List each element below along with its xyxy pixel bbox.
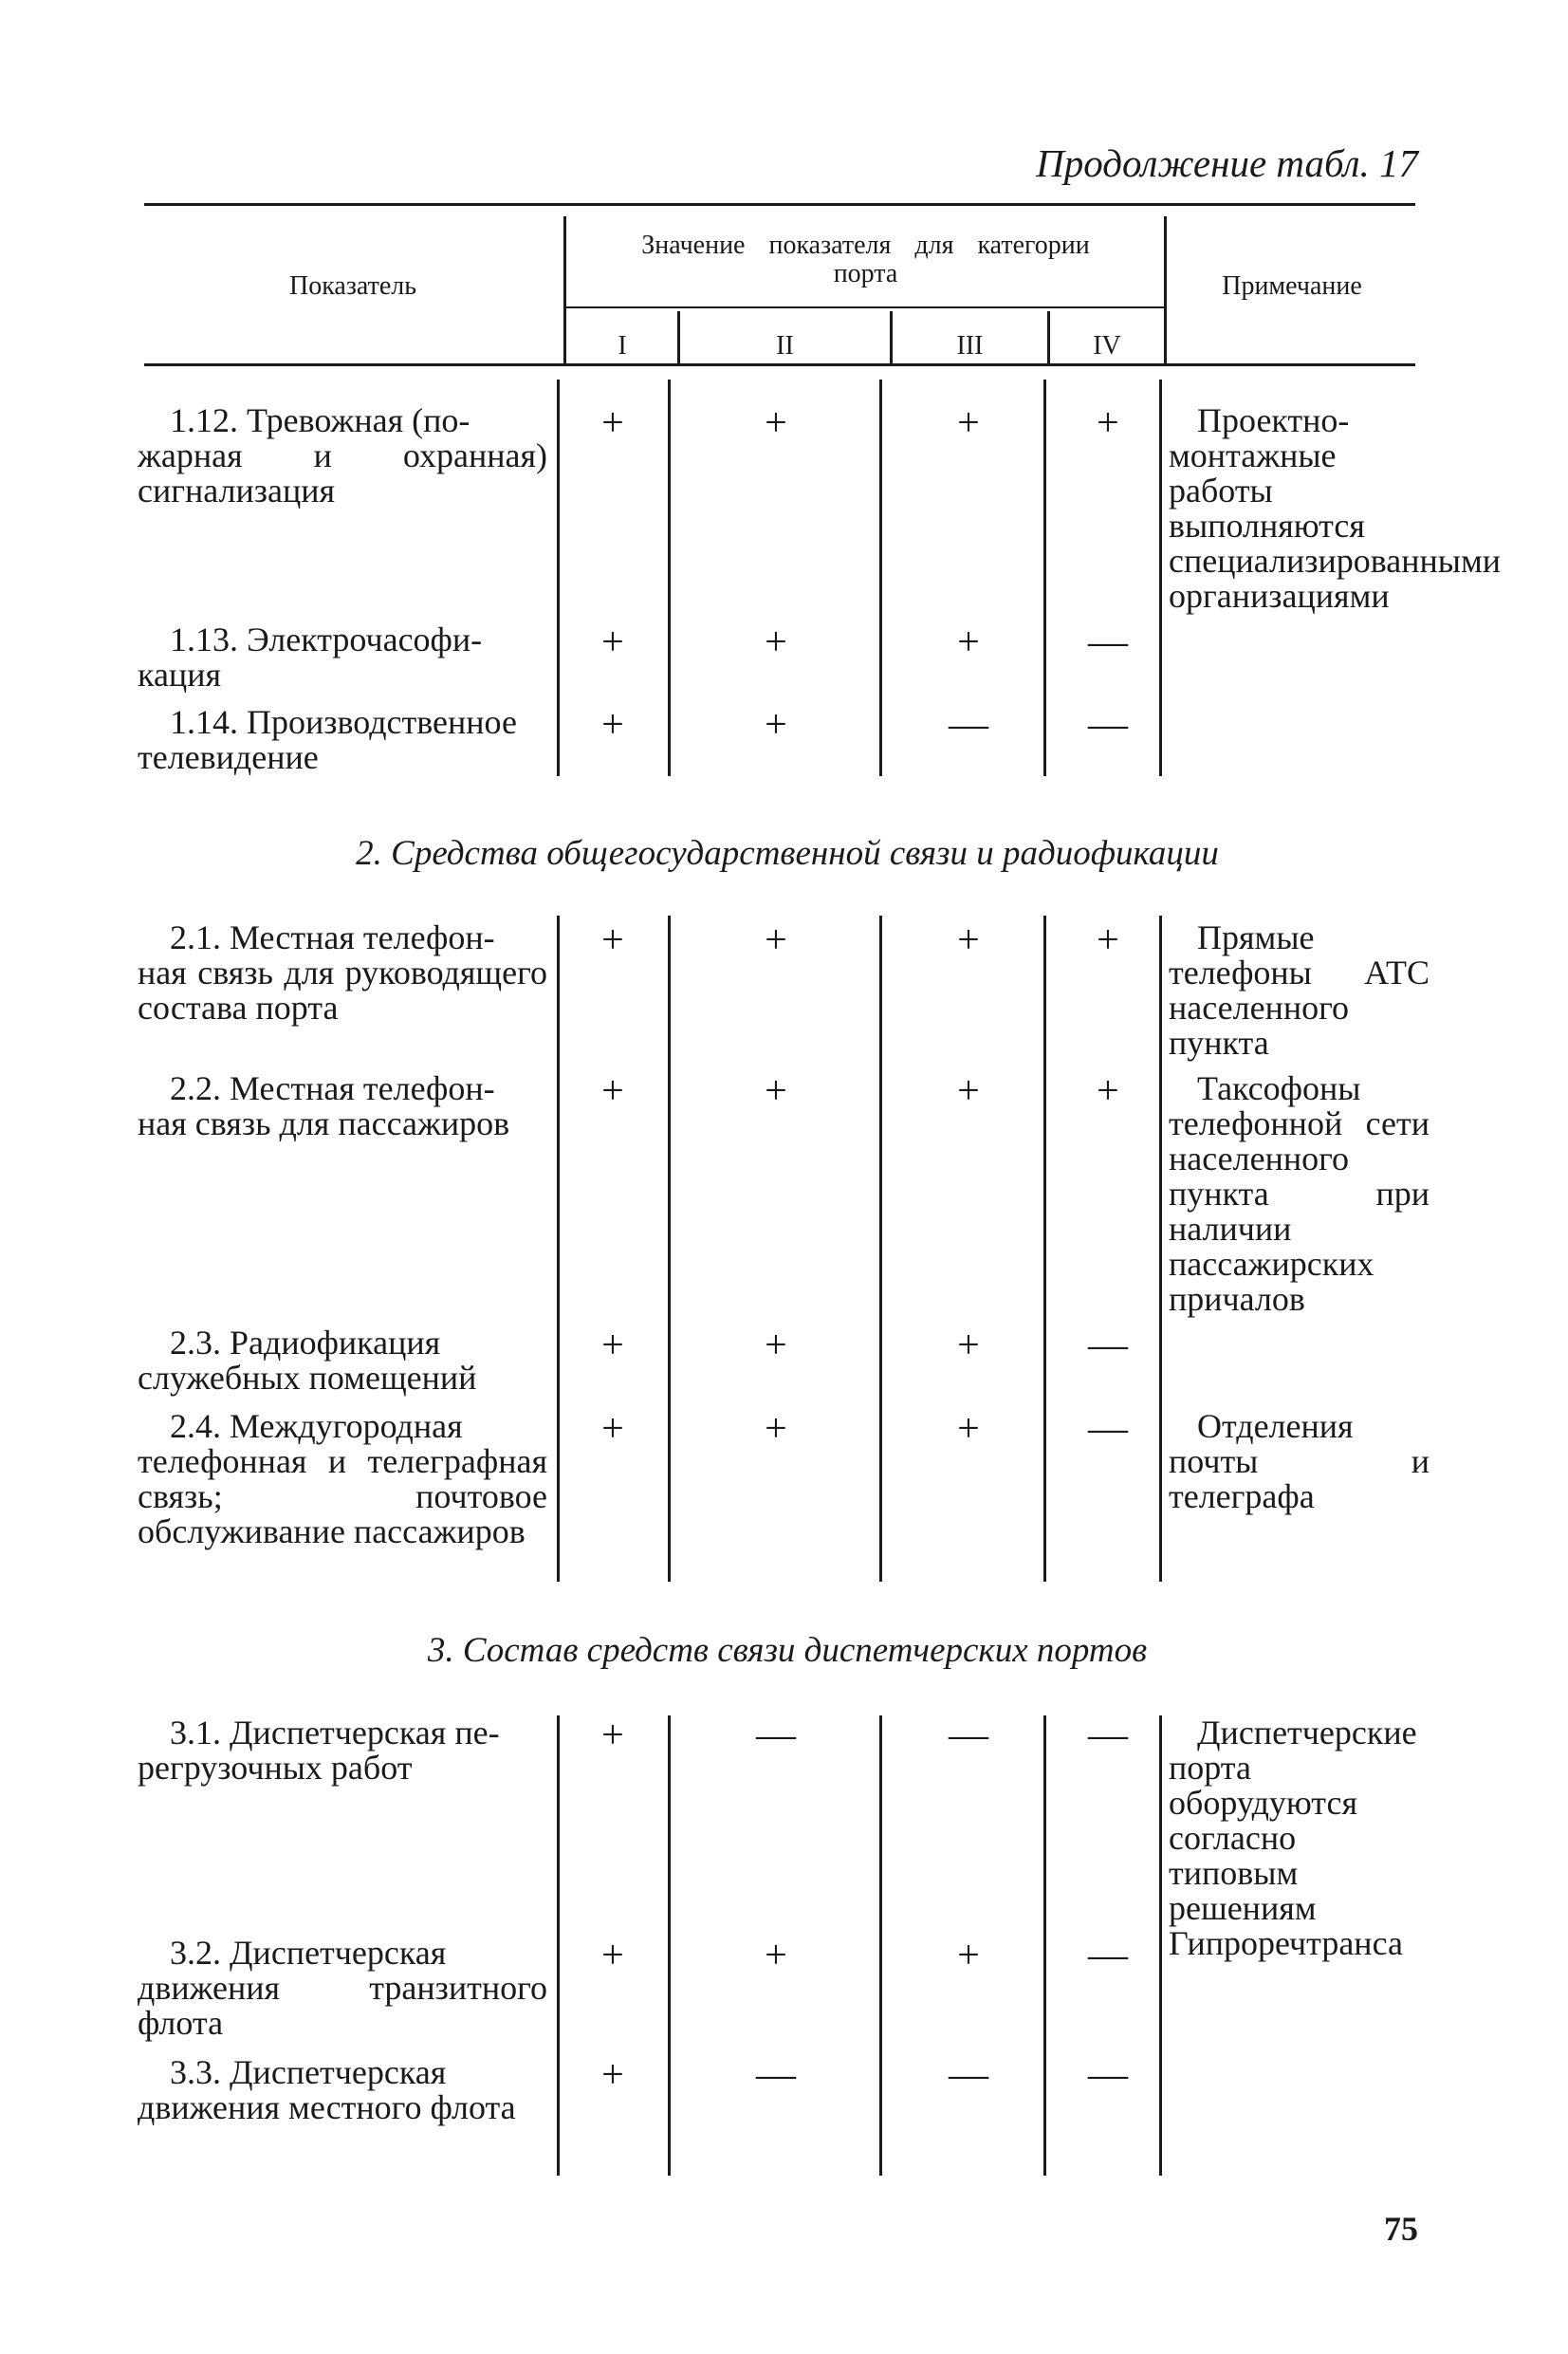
block3-vline-1 [557, 1715, 560, 2176]
mark-cat-1: + [601, 918, 624, 962]
table-top-rule [144, 203, 1415, 206]
block2-vline-5 [1159, 916, 1162, 1582]
table-row-indicator: 1.14. Производственное телевидение [138, 703, 517, 776]
mark-cat-4: + [1097, 1069, 1119, 1113]
row-note: Проектно-монтажные работы выполняются специализированными организациями [1169, 401, 1502, 615]
mark-cat-2: + [765, 1407, 787, 1451]
block3-vline-3 [879, 1715, 882, 2176]
block1-vline-4 [1043, 380, 1046, 776]
table-row-indicator: 3.2. Диспетчерская движения транзитного флота [138, 1934, 547, 2042]
mark-cat-2: — [756, 1714, 796, 1757]
mark-cat-1: + [601, 2053, 624, 2097]
mark-cat-3: + [957, 918, 980, 962]
mark-cat-2: + [765, 1934, 787, 1977]
mark-cat-2: + [765, 401, 787, 445]
mark-cat-3: + [957, 1407, 980, 1451]
block3-vline-5 [1159, 1715, 1162, 2176]
mark-cat-1: + [601, 1714, 624, 1757]
block2-vline-4 [1043, 916, 1046, 1582]
mark-cat-1: + [601, 1407, 624, 1451]
table-row-indicator: 2.1. Местная телефон- ная связь для руководящего состава порта [138, 918, 547, 1027]
mark-cat-1: + [601, 401, 624, 445]
mark-cat-1: + [601, 1069, 624, 1113]
block3-vline-2 [668, 1715, 671, 2176]
header-cat-2: II [776, 331, 794, 361]
header-cat-1: I [618, 331, 627, 361]
mark-cat-4: — [1088, 1714, 1128, 1757]
section-title: 3. Состав средств связи диспетчерских портов [427, 1631, 1148, 1670]
mark-cat-3: + [957, 1934, 980, 1977]
mark-cat-4: + [1097, 918, 1119, 962]
mark-cat-4: — [1088, 621, 1128, 664]
mark-cat-3: + [957, 621, 980, 664]
row-note: Таксофоны телефонной сети населенного пункта при наличии пассажирских причалов [1169, 1069, 1430, 1318]
table-row-indicator: 3.3. Диспетчерская движения местного флота [138, 2053, 516, 2126]
table-row-indicator: 2.3. Радиофикация служебных помещений [138, 1324, 477, 1397]
section-title: 2. Средства общегосударственной связи и радиофикации [356, 834, 1219, 873]
block1-vline-5 [1159, 380, 1162, 776]
table-row-indicator: 2.4. Междугородная телефонная и телеграфная связь; почтовое обслуживание пассажиров [138, 1407, 547, 1550]
mark-cat-1: + [601, 1934, 624, 1977]
mark-cat-4: — [1088, 703, 1128, 747]
header-vline-1 [563, 216, 566, 363]
table-row-indicator: 2.2. Местная телефон- ная связь для пассажиров [138, 1069, 510, 1142]
header-value-group [567, 232, 1164, 288]
row-note: Диспетчерские порта оборудуются согласно типовым решениям Гипроречтранса [1169, 1714, 1417, 1962]
header-value-line1: Значение показателя для категории [641, 231, 1090, 260]
mark-cat-3: — [949, 2053, 988, 2097]
header-divider [565, 306, 1164, 308]
mark-cat-4: — [1088, 1934, 1128, 1977]
block2-vline-2 [668, 916, 671, 1582]
mark-cat-3: + [957, 1069, 980, 1113]
block3-vline-4 [1043, 1715, 1046, 2176]
block1-vline-2 [668, 380, 671, 776]
row-note: Прямые телефоны АТС населенного пункта [1169, 918, 1430, 1062]
mark-cat-4: — [1088, 2053, 1128, 2097]
mark-cat-4: — [1088, 1407, 1128, 1451]
mark-cat-4: — [1088, 1324, 1128, 1367]
header-cat-3: III [956, 331, 984, 361]
mark-cat-3: — [949, 1714, 988, 1757]
block1-vline-3 [879, 380, 882, 776]
mark-cat-2: + [765, 1069, 787, 1113]
header-vline-4 [1164, 216, 1167, 363]
header-bottom-rule [144, 363, 1415, 366]
row-note: Отделения почты и телеграфа [1169, 1407, 1430, 1515]
mark-cat-2: + [765, 1324, 787, 1367]
mark-cat-4: + [1097, 401, 1119, 445]
header-indicator: Показатель [289, 271, 416, 301]
mark-cat-3: + [957, 1324, 980, 1367]
block2-vline-1 [557, 916, 560, 1582]
header-note: Примечание [1222, 271, 1362, 301]
mark-cat-3: — [949, 703, 988, 747]
header-value-line2: порта [833, 259, 898, 288]
mark-cat-2: + [765, 703, 787, 747]
block2-vline-3 [879, 916, 882, 1582]
header-cat-4: IV [1093, 331, 1121, 361]
mark-cat-1: + [601, 1324, 624, 1367]
mark-cat-2: + [765, 621, 787, 664]
block1-vline-1 [557, 380, 560, 776]
mark-cat-1: + [601, 621, 624, 664]
mark-cat-1: + [601, 703, 624, 747]
table-row-indicator: 3.1. Диспетчерская пе- регрузочных работ [138, 1714, 500, 1787]
table-caption: Продолжение табл. 17 [1036, 141, 1418, 185]
page-number: 75 [1384, 2210, 1418, 2248]
mark-cat-2: — [756, 2053, 796, 2097]
mark-cat-3: + [957, 401, 980, 445]
table-row-indicator: 1.12. Тревожная (по- жарная и охранная) сигнализация [138, 401, 547, 510]
mark-cat-2: + [765, 918, 787, 962]
table-row-indicator: 1.13. Электрочасофи- кация [138, 621, 483, 694]
